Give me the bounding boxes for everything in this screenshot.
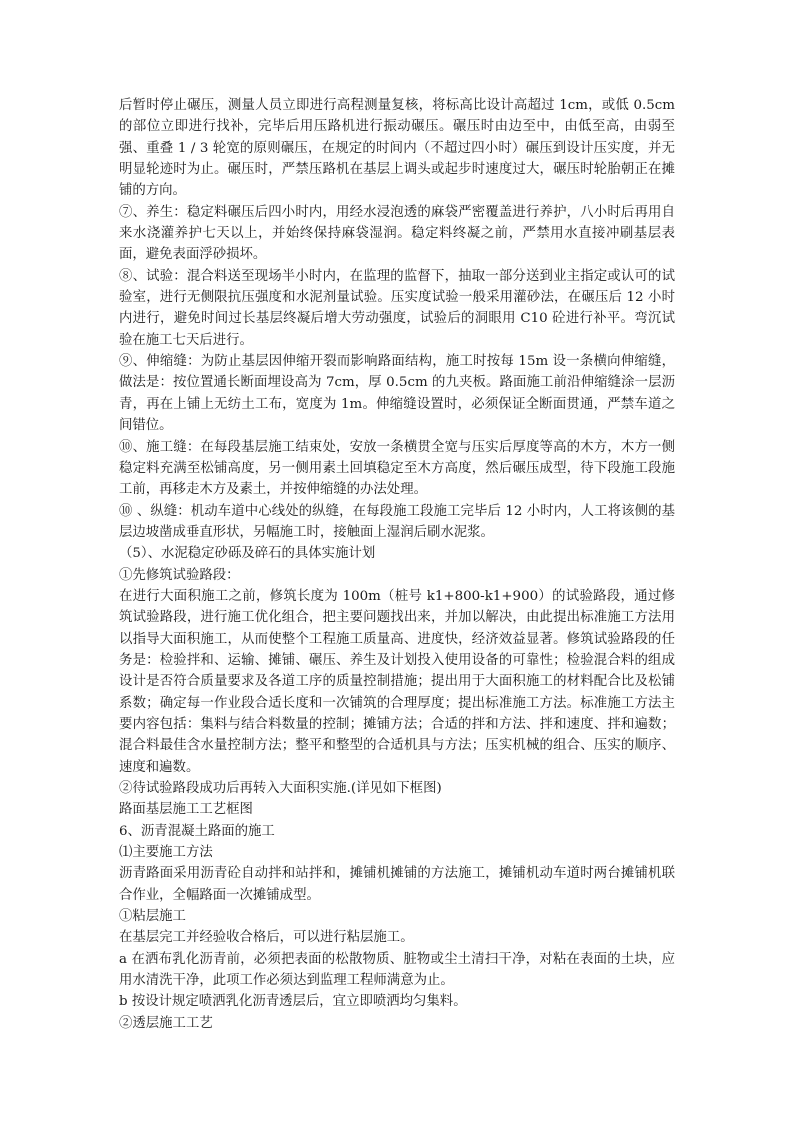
paragraph-curing: ⑦、养生：稳定料碾压后四小时内，用经水浸泡透的麻袋严密覆盖进行养护，八小时后再用自来水浇灌养护七天以上，并始终保持麻袋湿润。稳定料终凝之前，严禁用水直接冲刷基层表面，避免表面浮砂损坏。 bbox=[119, 204, 675, 263]
paragraph-tack-coat-a: a 在洒布乳化沥青前，必须把表面的松散物质、脏物或尘土清扫干净，对粘在表面的土块，应用水清洗干净，此项工作必须达到监理工程师满意为止。 bbox=[119, 951, 675, 989]
subheading-trial-section: ①先修筑试验路段： bbox=[119, 567, 240, 583]
paragraph-longitudinal-joint: ⑩ 、纵缝：机动车道中心线处的纵缝，在每段施工段施工完毕后 12 小时内，人工将该侧的基层边坡凿成垂直形状，另幅施工时，接触面上湿润后刷水泥浆。 bbox=[119, 503, 675, 540]
paragraph-compaction: 后暂时停止碾压，测量人员立即进行高程测量复核，将标高比设计高超过 1cm，或低 0.5cm 的部位立即进行找补，完毕后用压路机进行振动碾压。碾压时由边至中，由低至高，由弱至强、重叠 1 / 3 轮宽的原则碾压，在规定的时间内（不超过四小时）碾压到设计压实度，并无明显轮迹时为止。碾压时，严禁压路机在基层上调头或起步时速度过大，碾压时轮胎朝正在摊铺的方向。 bbox=[119, 98, 675, 199]
subheading-prime-coat: ②透层施工工艺 bbox=[119, 1015, 213, 1031]
subheading-main-methods: ⑴主要施工方法 bbox=[119, 845, 213, 861]
paragraph-large-area: ②待试验路段成功后再转入大面积实施.(详见如下框图) bbox=[119, 781, 442, 796]
section-heading-implementation-plan: （5）、水泥稳定砂砾及碎石的具体实施计划 bbox=[119, 546, 376, 562]
paragraph-tack-coat-intro: 在基层完工并经验收合格后，可以进行粘层施工。 bbox=[119, 930, 414, 946]
section-heading-asphalt: 6、沥青混凝土路面的施工 bbox=[119, 823, 275, 839]
figure-caption: 路面基层施工工艺框图 bbox=[119, 802, 253, 818]
paragraph-construction-joint: ⑩、施工缝：在每段基层施工结束处，安放一条横贯全宽与压实后厚度等高的木方，木方一侧稳定料充满至松铺高度，另一侧用素土回填稳定至木方高度，然后碾压成型，待下段施工段施工前，再移走木方及素土，并按伸缩缝的办法处理。 bbox=[119, 439, 675, 498]
paragraph-testing: ⑧、试验：混合料送至现场半小时内，在监理的监督下，抽取一部分送到业主指定或认可的试验室，进行无侧限抗压强度和水泥剂量试验。压实度试验一般采用灌砂法，在碾压后 12 小时内进行，避免时间过长基层终凝后增大劳动强度，试验后的洞眼用 C10 砼进行补平。弯沉试验在施工七天后进行。 bbox=[119, 268, 675, 348]
paragraph-asphalt-method: 沥青路面采用沥青砼自动拌和站拌和，摊铺机摊铺的方法施工，摊铺机动车道时两台摊铺机联合作业，全幅路面一次摊铺成型。 bbox=[119, 866, 675, 903]
paragraph-tack-coat-b: b 按设计规定喷洒乳化沥青透层后，宜立即喷洒均匀集料。 bbox=[119, 994, 467, 1010]
paragraph-trial-section: 在进行大面积施工之前，修筑长度为 100m（桩号 k1+800-k1+900）的试验路段，通过修筑试验路段，进行施工优化组合，把主要问题找出来，并加以解决，由此提出标准施工方法用以指导大面积施工，从而使整个工程施工质量高、进度快，经济效益显著。修筑试验路段的任务是：检验拌和、运输、摊铺、碾压、养生及计划投入使用设备的可靠性；检验混合料的组成设计是否符合质量要求及各道工序的质量控制措施；提出用于大面积施工的材料配合比及松铺系数；确定每一作业段合适长度和一次铺筑的合理厚度；提出标准施工方法。标准施工方法主要内容包括：集料与结合料数量的控制；摊铺方法；合适的拌和方法、拌和速度、拌和遍数；混合料最佳含水量控制方法；整平和整型的合适机具与方法；压实机械的组合、压实的顺序、速度和遍数。 bbox=[119, 588, 675, 775]
subheading-tack-coat: ①粘层施工 bbox=[119, 909, 186, 925]
paragraph-expansion-joint: ⑨、伸缩缝：为防止基层因伸缩开裂而影响路面结构，施工时按每 15m 设一条横向伸缩缝，做法是：按位置通长断面埋设高为 7cm，厚 0.5cm 的九夹板。路面施工前沿伸缩缝涂一层沥青，再在上铺上无纺土工布，宽度为 1m。伸缩缝设置时，必须保证全断面贯通，严禁车道之间错位。 bbox=[119, 354, 675, 434]
document-page bbox=[119, 95, 675, 1034]
